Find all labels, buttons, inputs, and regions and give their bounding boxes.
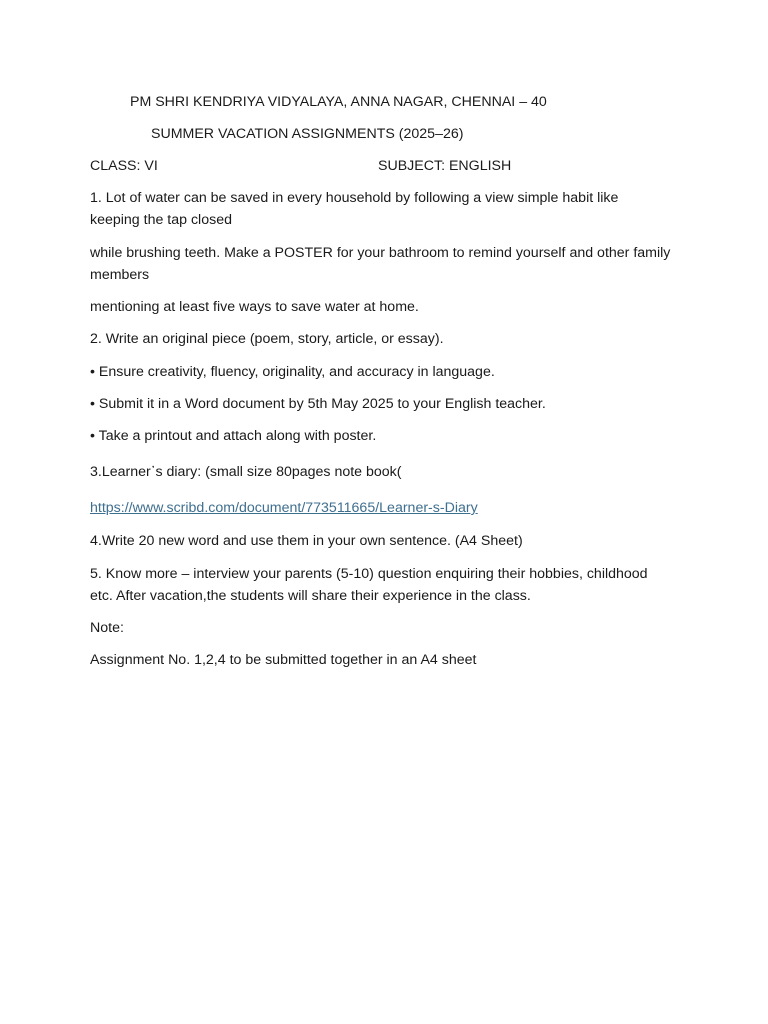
bullet-printout: • Take a printout and attach along with poster. bbox=[90, 428, 377, 444]
bullet-creativity: • Ensure creativity, fluency, originality, and accuracy in language. bbox=[90, 364, 495, 380]
subject-label: SUBJECT: ENGLISH bbox=[378, 158, 512, 174]
item-3-text: 3.Learner᾽s diary: (small size 80pages note book( bbox=[90, 464, 402, 480]
item-5-text: 5. Know more – interview your parents (5-10) question enquiring their hobbies, childhood etc. After vacation,the students will share their experience in the class. bbox=[90, 566, 648, 604]
item-1-continuation: while brushing teeth. Make a POSTER for your bathroom to remind yourself and other family members bbox=[90, 245, 671, 283]
assignment-title: SUMMER VACATION ASSIGNMENTS (2025–26) bbox=[151, 126, 464, 142]
note-label: Note: bbox=[90, 620, 124, 636]
item-1-text: 1. Lot of water can be saved in every household by following a view simple habit like keeping the tap closed bbox=[90, 190, 619, 228]
class-label: CLASS: VI bbox=[90, 158, 158, 174]
bullet-submit: • Submit it in a Word document by 5th May 2025 to your English teacher. bbox=[90, 396, 546, 412]
note-text: Assignment No. 1,2,4 to be submitted together in an A4 sheet bbox=[90, 652, 477, 668]
item-1-ending: mentioning at least five ways to save water at home. bbox=[90, 299, 419, 315]
item-4-text: 4.Write 20 new word and use them in your own sentence. (A4 Sheet) bbox=[90, 533, 523, 549]
school-name: PM SHRI KENDRIYA VIDYALAYA, ANNA NAGAR, CHENNAI – 40 bbox=[130, 94, 547, 110]
learners-diary-link[interactable]: https://www.scribd.com/document/773511665/Learner-s-Diary bbox=[90, 500, 478, 516]
item-2-text: 2. Write an original piece (poem, story, article, or essay). bbox=[90, 331, 444, 347]
